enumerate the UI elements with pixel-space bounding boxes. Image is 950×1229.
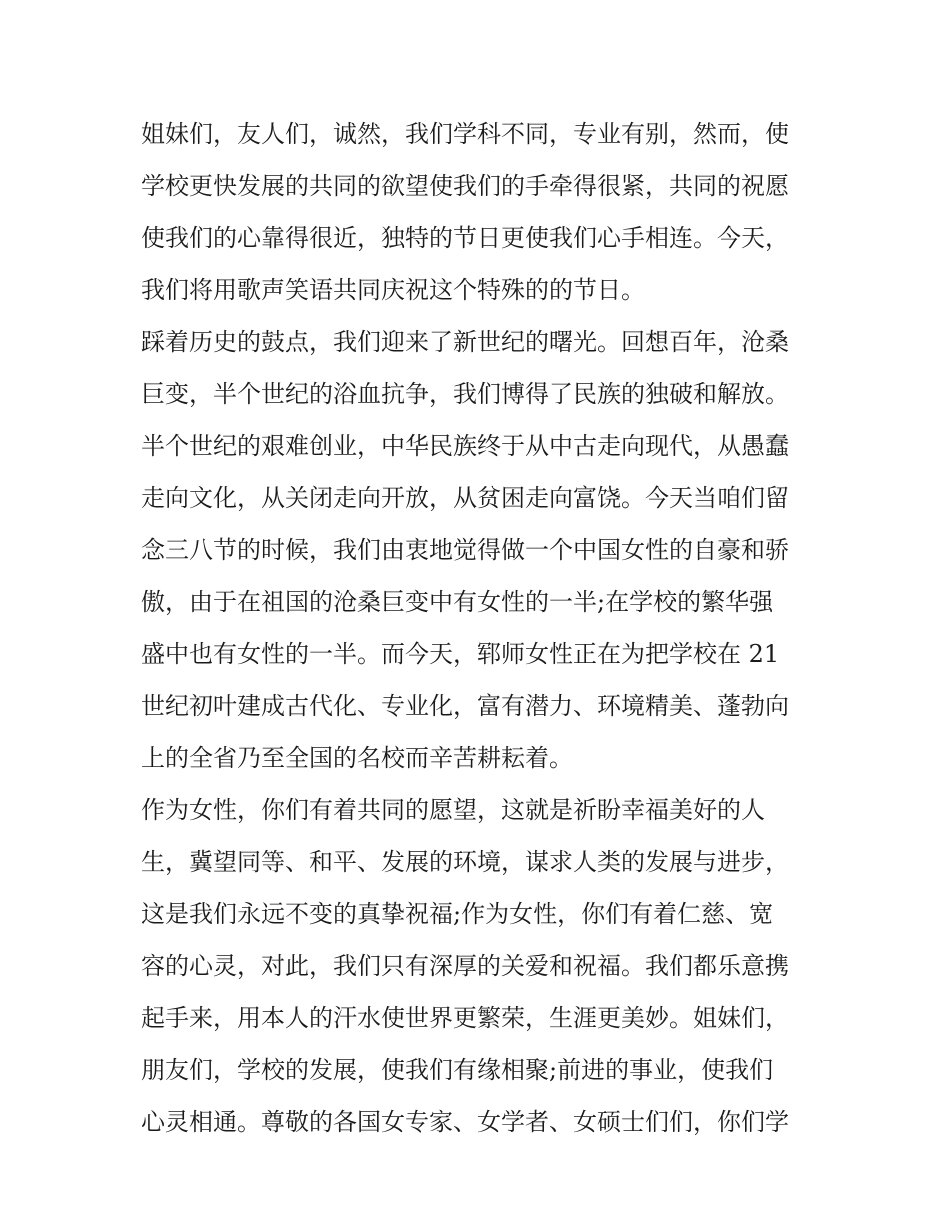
text-line: 容的心灵，对此，我们只有深厚的关爱和祝福。我们都乐意携 xyxy=(141,952,789,980)
text-line: 生，冀望同等、和平、发展的环境，谋求人类的发展与进步， xyxy=(141,848,789,876)
text-line: 巨变，半个世纪的浴血抗争，我们博得了民族的独破和解放。 xyxy=(141,380,789,408)
text-line: 朋友们，学校的发展，使我们有缘相聚;前进的事业，使我们 xyxy=(141,1056,774,1084)
text-line: 走向文化，从关闭走向开放，从贫困走向富饶。今天当咱们留 xyxy=(141,484,789,512)
text-line: 心灵相通。尊敬的各国女专家、女学者、女硕士们们，你们学 xyxy=(141,1108,789,1136)
text-line: 学校更快发展的共同的欲望使我们的手牵得很紧，共同的祝愿 xyxy=(141,172,789,200)
text-line: 半个世纪的艰难创业，中华民族终于从中古走向现代，从愚蠢 xyxy=(141,432,789,460)
text-line: 盛中也有女性的一半。而今天，郓师女性正在为把学校在 21 xyxy=(141,640,780,668)
text-line: 傲，由于在祖国的沧桑巨变中有女性的一半;在学校的繁华强 xyxy=(141,588,774,616)
text-line: 踩着历史的鼓点，我们迎来了新世纪的曙光。回想百年，沧桑 xyxy=(141,328,789,356)
text-line: 上的全省乃至全国的名校而辛苦耕耘着。 xyxy=(141,744,573,772)
text-line: 姐妹们，友人们，诚然，我们学科不同，专业有别，然而，使 xyxy=(141,120,789,148)
text-line: 世纪初叶建成古代化、专业化，富有潜力、环境精美、蓬勃向 xyxy=(141,692,789,720)
text-line: 起手来，用本人的汗水使世界更繁荣，生涯更美妙。姐妹们， xyxy=(141,1004,789,1032)
text-line: 作为女性，你们有着共同的愿望，这就是祈盼幸福美好的人 xyxy=(141,796,765,824)
text-line: 这是我们永远不变的真挚祝福;作为女性，你们有着仁慈、宽 xyxy=(141,900,774,928)
text-line: 我们将用歌声笑语共同庆祝这个特殊的的节日。 xyxy=(141,276,645,304)
body-text xyxy=(141,108,821,1148)
text-line: 念三八节的时候，我们由衷地觉得做一个中国女性的自豪和骄 xyxy=(141,536,789,564)
text-line: 使我们的心靠得很近，独特的节日更使我们心手相连。今天， xyxy=(141,224,789,252)
